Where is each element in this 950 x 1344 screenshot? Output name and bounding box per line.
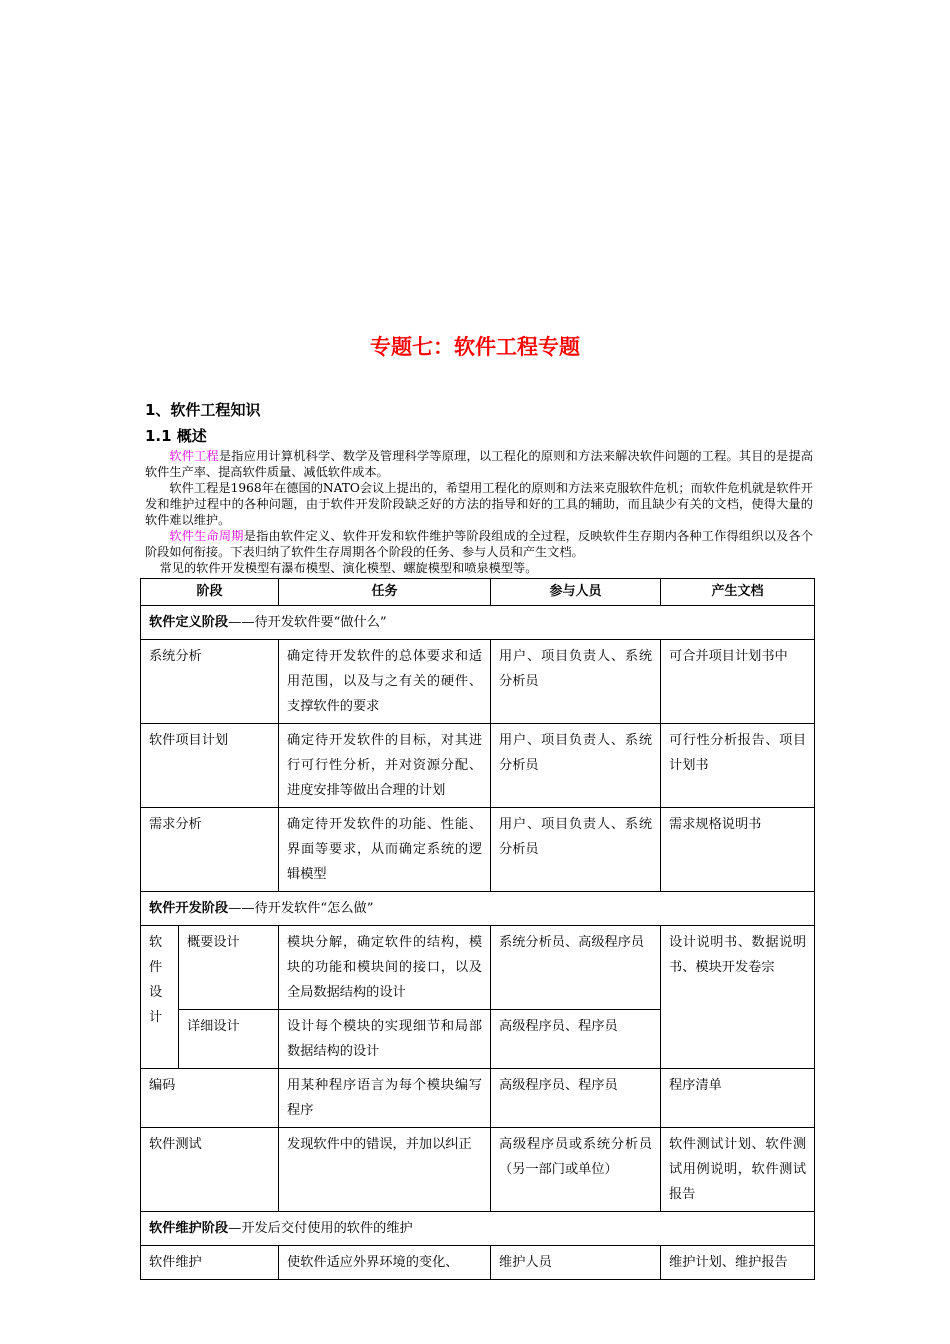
phase-desc: ——待开发软件要“做什么” bbox=[228, 615, 387, 630]
task-cell: 使软件适应外界环境的变化、 bbox=[279, 1246, 491, 1280]
task-cell: 确定待开发软件的目标，对其进行可行性分析，并对资源分配、进度安排等做出合理的计划 bbox=[279, 724, 491, 808]
column-header: 阶段 bbox=[141, 579, 279, 606]
subsection-heading: 1.1 概述 bbox=[145, 427, 207, 445]
stage-cell: 软件项目计划 bbox=[141, 724, 279, 808]
table-row bbox=[141, 640, 815, 724]
paragraph-text: 是指由软件定义、软件开发和软件维护等阶段组成的全过程，反映软件生存期内各种工作得组织以及各个阶段如何衔接。下表归纳了软件生存周期各个阶段的任务、参与人员和产生文档。 bbox=[145, 529, 814, 559]
stage-cell: 编码 bbox=[141, 1069, 279, 1128]
people-cell: 用户、项目负责人、系统分析员 bbox=[491, 640, 661, 724]
stage-cell: 系统分析 bbox=[141, 640, 279, 724]
docs-cell: 程序清单 bbox=[661, 1069, 815, 1128]
paragraph: 常见的软件开发模型有瀑布模型、演化模型、螺旋模型和喷泉模型等。 bbox=[159, 561, 538, 575]
task-cell: 确定待开发软件的功能、性能、界面等要求，从而确定系统的逻辑模型 bbox=[279, 808, 491, 892]
people-cell: 高级程序员、程序员 bbox=[491, 1010, 661, 1069]
task-cell: 用某种程序语言为每个模块编写程序 bbox=[279, 1069, 491, 1128]
term-highlight: 软件生命周期 bbox=[169, 529, 244, 543]
design-group-char: 设 bbox=[149, 985, 163, 1000]
docs-cell: 需求规格说明书 bbox=[661, 808, 815, 892]
paragraph bbox=[145, 448, 813, 480]
docs-cell: 软件测试计划、软件测试用例说明，软件测试报告 bbox=[661, 1128, 815, 1212]
design-group-char: 软 bbox=[149, 935, 163, 950]
paragraph bbox=[145, 528, 813, 560]
phase-row bbox=[141, 892, 815, 926]
column-header: 产生文档 bbox=[661, 579, 815, 606]
phase-desc: —开发后交付使用的软件的维护 bbox=[228, 1221, 413, 1236]
docs-cell: 设计说明书、数据说明书、模块开发卷宗 bbox=[661, 926, 815, 1069]
table-header-row bbox=[141, 579, 815, 606]
phase-desc: ——待开发软件“怎么做” bbox=[228, 901, 374, 916]
task-cell: 确定待开发软件的总体要求和适用范围，以及与之有关的硬件、支撑软件的要求 bbox=[279, 640, 491, 724]
page-title: 专题七：软件工程专题 bbox=[370, 335, 580, 359]
intro-text bbox=[145, 448, 813, 576]
lifecycle-table bbox=[140, 578, 815, 1280]
people-cell: 维护人员 bbox=[491, 1246, 661, 1280]
column-header: 任务 bbox=[279, 579, 491, 606]
table-row bbox=[141, 1128, 815, 1212]
people-cell: 高级程序员或系统分析员（另一部门或单位） bbox=[491, 1128, 661, 1212]
people-cell: 系统分析员、高级程序员 bbox=[491, 926, 661, 1010]
table-row bbox=[141, 1246, 815, 1280]
paragraph: 软件工程是1968年在德国的NATO会议上提出的，希望用工程化的原则和方法来克服软件危机；而软件危机就是软件开发和维护过程中的各种问题，由于软件开发阶段缺乏好的方法的指导和好的工具的辅助，而且缺少有关的文档，使得大量的软件难以维护。 bbox=[145, 481, 813, 527]
phase-name: 软件定义阶段 bbox=[149, 615, 229, 630]
stage-cell: 详细设计 bbox=[179, 1010, 279, 1069]
phase-row bbox=[141, 606, 815, 640]
phase-cell bbox=[141, 606, 815, 640]
table-row bbox=[141, 1069, 815, 1128]
phase-name: 软件开发阶段 bbox=[149, 901, 229, 916]
term-highlight: 软件工程 bbox=[169, 449, 219, 463]
table-row bbox=[141, 724, 815, 808]
people-cell: 用户、项目负责人、系统分析员 bbox=[491, 808, 661, 892]
stage-cell: 需求分析 bbox=[141, 808, 279, 892]
design-group-char: 件 bbox=[149, 960, 163, 975]
design-group-char: 计 bbox=[149, 1010, 163, 1025]
stage-cell: 软件测试 bbox=[141, 1128, 279, 1212]
table-row bbox=[141, 808, 815, 892]
phase-cell bbox=[141, 1212, 815, 1246]
people-cell: 用户、项目负责人、系统分析员 bbox=[491, 724, 661, 808]
stage-cell: 软件维护 bbox=[141, 1246, 279, 1280]
phase-row bbox=[141, 1212, 815, 1246]
docs-cell: 维护计划、维护报告 bbox=[661, 1246, 815, 1280]
task-cell: 模块分解，确定软件的结构，模块的功能和模块间的接口，以及全局数据结构的设计 bbox=[279, 926, 491, 1010]
table-row bbox=[141, 926, 815, 1010]
paragraph-text: 是指应用计算机科学、数学及管理科学等原理，以工程化的原则和方法来解决软件问题的工程。其目的是提高软件生产率、提高软件质量、减低软件成本。 bbox=[145, 449, 814, 479]
docs-cell: 可行性分析报告、项目计划书 bbox=[661, 724, 815, 808]
people-cell: 高级程序员、程序员 bbox=[491, 1069, 661, 1128]
design-group-cell bbox=[141, 926, 179, 1069]
stage-cell: 概要设计 bbox=[179, 926, 279, 1010]
phase-cell bbox=[141, 892, 815, 926]
section-heading: 1、软件工程知识 bbox=[145, 401, 261, 419]
task-cell: 发现软件中的错误，并加以纠正 bbox=[279, 1128, 491, 1212]
task-cell: 设计每个模块的实现细节和局部数据结构的设计 bbox=[279, 1010, 491, 1069]
phase-name: 软件维护阶段 bbox=[149, 1221, 229, 1236]
column-header: 参与人员 bbox=[491, 579, 661, 606]
docs-cell: 可合并项目计划书中 bbox=[661, 640, 815, 724]
